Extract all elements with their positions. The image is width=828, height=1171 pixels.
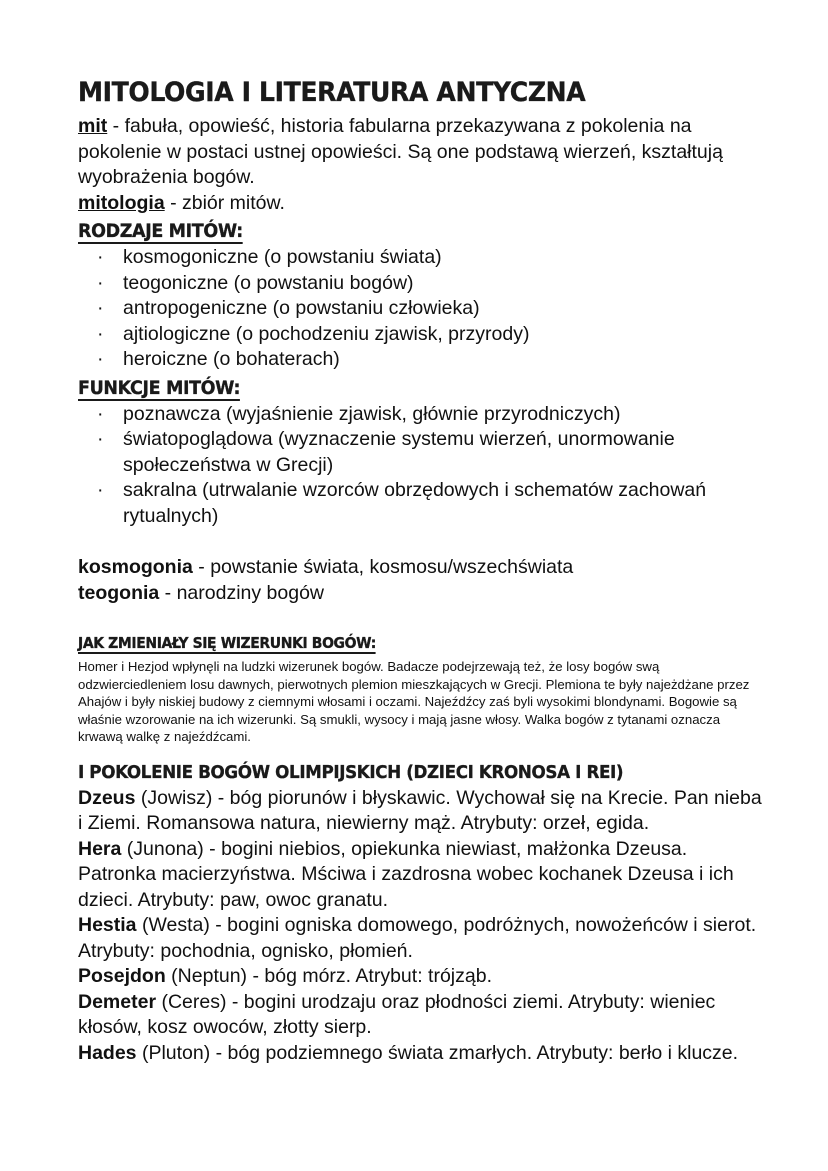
list-item-label: heroiczne (o bohaterach)	[123, 348, 340, 370]
list-rodzaje-mitow	[78, 245, 768, 373]
god-name: Demeter	[78, 990, 157, 1013]
god-name: Posejdon	[78, 965, 166, 988]
god-name: Hades	[78, 1041, 137, 1064]
god-name: Hestia	[78, 914, 137, 937]
heading-pokolenie-wrap	[78, 762, 768, 786]
god-entry-dzeus	[78, 786, 768, 837]
heading-funkcje-mitow: FUNKCJE MITÓW:	[78, 376, 241, 399]
heading-i-pokolenie-bogow-olimpijskich: I POKOLENIE BOGÓW OLIMPIJSKICH (DZIECI KRONOSA I REI)	[78, 761, 624, 783]
list-funkcje-mitow	[78, 402, 768, 530]
god-name: Hera	[78, 837, 122, 860]
list-item-label: sakralna (utrwalanie wzorców obrzędowych i schematów zachowań rytualnych)	[123, 479, 707, 527]
paragraph-wizerunki: Homer i Hezjod wpłynęli na ludzki wizerunek bogów. Badacze podejrzewają też, że losy bogów swą odzwierciedleniem losu dawnych, pierwotnych plemion mieszkających w Grecji. Plemiona te były najeżdżane przez Ahajów i były niskiej budowy z ciemnymi włosami i oczami. Najeźdźcy zaś byli wysokimi blondynami. Bogowie są właśnie wzorowanie na ich wizerunki. Są smukli, wysocy i mają jasne włosy. Walka bogów z tytanami oznacza krwawą walkę z najeźdźcami.	[78, 659, 750, 745]
god-description: (Pluton) - bóg podziemnego świata zmarłych. Atrybuty: berło i klucze.	[136, 1041, 739, 1064]
bullet-icon: ·	[97, 348, 104, 370]
heading-jak-zmienialy-sie-wizerunki-bogow: JAK ZMIENIAŁY SIĘ WIZERUNKI BOGÓW:	[78, 634, 376, 652]
list-item-label: antropogeniczne (o powstaniu człowieka)	[123, 297, 480, 319]
bullet-icon: ·	[97, 428, 104, 450]
definition-mit	[78, 114, 768, 191]
page-title: MITOLOGIA I LITERATURA ANTYCZNA	[78, 77, 586, 108]
bullet-icon: ·	[97, 246, 104, 268]
list-item	[78, 296, 768, 322]
god-description: (Ceres) - bogini urodzaju oraz płodności ziemi. Atrybuty: wieniec kłosów, kosz owoców, złotty sierp.	[78, 990, 716, 1039]
god-description: (Jowisz) - bóg piorunów i błyskawic. Wychował się na Krecie. Pan nieba i Ziemi. Romansowa natura, niewierny mąż. Atrybuty: orzeł, egida.	[78, 786, 762, 835]
list-item	[78, 402, 768, 428]
definition-teogonia-body: - narodziny bogów	[159, 581, 325, 604]
list-item-label: poznawcza (wyjaśnienie zjawisk, głównie przyrodniczych)	[123, 402, 621, 425]
spacer	[78, 529, 768, 555]
god-entry-hades	[78, 1041, 768, 1067]
god-name: Dzeus	[78, 786, 136, 809]
definition-kosmogonia	[78, 555, 768, 581]
list-item	[78, 427, 768, 478]
heading-funkcje-wrap	[78, 373, 768, 402]
list-item	[78, 271, 768, 297]
god-entry-hestia	[78, 913, 768, 964]
spacer	[78, 606, 768, 632]
bullet-icon: ·	[97, 271, 104, 294]
heading-wizerunki-wrap	[78, 632, 768, 656]
bullet-icon: ·	[97, 402, 104, 425]
god-entry-posejdon	[78, 964, 768, 990]
list-item	[78, 245, 768, 271]
bullet-icon: ·	[97, 479, 104, 501]
list-item	[78, 478, 768, 529]
definition-teogonia	[78, 581, 768, 607]
list-item-label: światopoglądowa (wyznaczenie systemu wierzeń, unormowanie społeczeństwa w Grecji)	[123, 428, 675, 476]
spacer	[78, 746, 768, 762]
definition-kosmogonia-body: - powstanie świata, kosmosu/wszechświata	[192, 556, 574, 578]
definition-mitologia-body: - zbiór mitów.	[164, 191, 285, 214]
god-description: (Junona) - bogini niebios, opiekunka niewiast, małżonka Dzeusa. Patronka macierzyństwa. Mściwa i zazdrosna wobec kochanek Dzeusa i ich dzieci. Atrybuty: paw, owoc granatu.	[78, 837, 734, 911]
list-item-label: ajtiologiczne (o pochodzeniu zjawisk, przyrody)	[123, 322, 530, 345]
heading-rodzaje-wrap	[78, 216, 768, 245]
term-mitologia: mitologia	[78, 191, 165, 214]
list-item	[78, 322, 768, 348]
god-entry-demeter	[78, 990, 768, 1041]
bullet-icon: ·	[97, 322, 104, 345]
god-description: (Westa) - bogini ogniska domowego, podróżnych, nowożeńców i sierot. Atrybuty: pochodnia, ognisko, płomień.	[78, 914, 757, 962]
god-description: (Neptun) - bóg mórz. Atrybut: trójząb.	[165, 965, 492, 988]
list-item-label: teogoniczne (o powstaniu bogów)	[123, 271, 414, 294]
term-teogonia: teogonia	[78, 581, 160, 604]
term-mit: mit	[78, 115, 108, 137]
list-item-label: kosmogoniczne (o powstaniu świata)	[123, 246, 442, 268]
definition-mitologia	[78, 191, 768, 217]
heading-rodzaje-mitow: RODZAJE MITÓW:	[78, 220, 243, 242]
bullet-icon: ·	[97, 297, 104, 319]
term-kosmogonia: kosmogonia	[78, 556, 193, 578]
god-entry-hera	[78, 837, 768, 914]
list-item	[78, 347, 768, 373]
definition-mit-body: - fabuła, opowieść, historia fabularna przekazywana z pokolenia na pokolenie w postaci ustnej opowieści. Są one podstawą wierzeń, kształtują wyobrażenia bogów.	[78, 115, 723, 188]
